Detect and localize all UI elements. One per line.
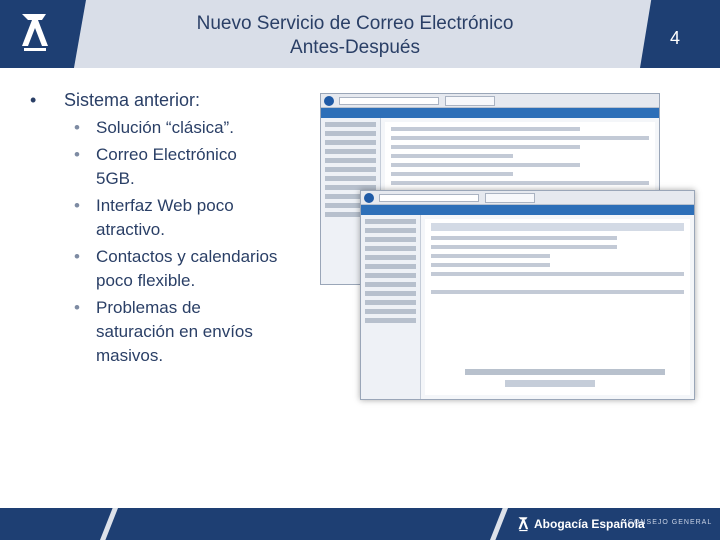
abogacia-logo-icon	[18, 12, 50, 52]
bullet-dot: •	[74, 247, 80, 266]
attachment-buttons	[505, 380, 595, 387]
bullet-dot: •	[74, 298, 80, 317]
browser-bar	[321, 94, 659, 108]
sub-bullet-text: Contactos y calendarios poco flexible.	[96, 247, 278, 290]
bullet-dot: •	[74, 145, 80, 164]
browser-tab	[485, 193, 535, 203]
sub-bullet	[30, 194, 280, 242]
browser-tab	[445, 96, 495, 106]
title-line-1: Nuevo Servicio de Correo Electrónico	[196, 13, 514, 34]
url-bar	[379, 194, 479, 202]
browser-bar	[361, 191, 694, 205]
sub-bullet	[30, 116, 280, 140]
sub-bullet	[30, 245, 280, 293]
bullet-dot: •	[74, 196, 80, 215]
sub-bullet-text: Correo Electrónico 5GB.	[96, 145, 237, 188]
slide-header	[0, 0, 720, 68]
sub-bullet	[30, 296, 280, 368]
page-number: 4	[669, 28, 680, 48]
message-toolbar	[431, 223, 684, 231]
abogacia-logo-icon	[517, 516, 529, 532]
title-line-2: Antes-Después	[290, 37, 420, 58]
main-bullet	[30, 88, 280, 112]
sub-bullet-text: Interfaz Web poco atractivo.	[96, 196, 234, 239]
footer-subtitle: CONSEJO GENERAL	[628, 519, 713, 526]
sub-bullet-list	[30, 116, 280, 368]
app-header-bar	[361, 205, 694, 215]
url-bar	[339, 97, 439, 105]
bullet-list	[30, 88, 280, 371]
back-icon	[324, 96, 334, 106]
message-view	[425, 219, 690, 395]
back-icon	[364, 193, 374, 203]
app-body	[361, 215, 694, 399]
footer-brand: Abogacía Española	[534, 517, 645, 531]
bullet-dot: •	[74, 118, 80, 137]
folder-sidebar	[361, 215, 421, 399]
old-webmail-screenshot-message	[360, 190, 695, 400]
attachment-line	[465, 369, 665, 375]
main-bullet-text: Sistema anterior:	[64, 90, 201, 110]
slide-title	[100, 12, 610, 60]
sub-bullet-text: Problemas de saturación en envíos masivos.	[96, 298, 253, 365]
bullet-dot: •	[30, 90, 37, 110]
sub-bullet	[30, 143, 280, 191]
app-header-bar	[321, 108, 659, 118]
sub-bullet-text: Solución “clásica”.	[96, 118, 234, 137]
